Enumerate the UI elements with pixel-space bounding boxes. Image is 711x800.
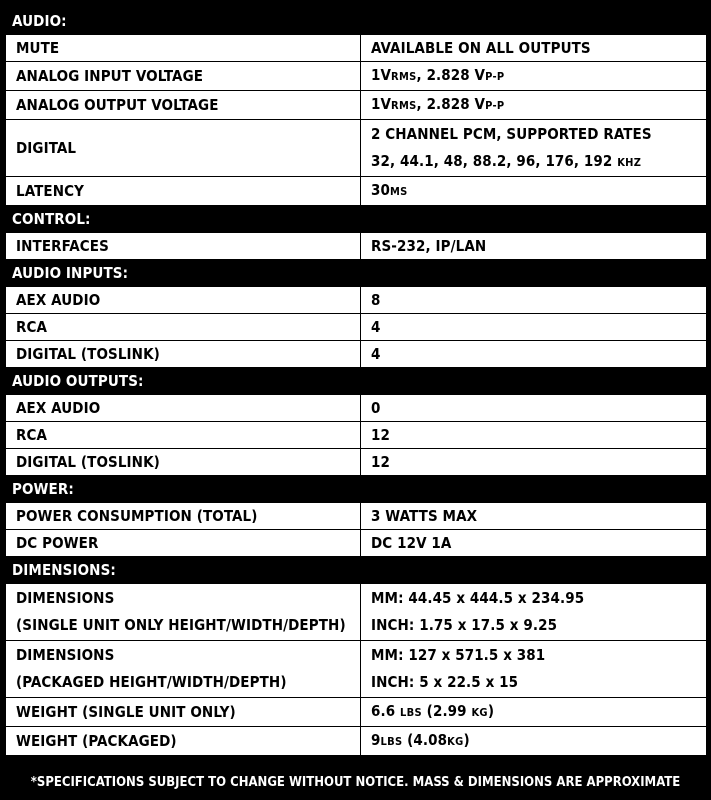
- section-title: AUDIO:: [6, 8, 361, 35]
- label-line: DIMENSIONS: [16, 589, 115, 607]
- value-unit: RMS: [391, 99, 417, 112]
- value-number: 1V: [371, 66, 392, 84]
- spec-value: 12: [361, 449, 707, 476]
- value-unit: KHZ: [617, 155, 642, 169]
- value-unit: KG: [447, 735, 464, 748]
- spec-row-dc-power: [6, 530, 707, 557]
- value-number: 9: [371, 731, 381, 749]
- value-unit: KG: [471, 706, 488, 719]
- spec-row-mute: [6, 35, 707, 62]
- footnote-disclaimer: *SPECIFICATIONS SUBJECT TO CHANGE WITHOUT NOTICE. MASS & DIMENSIONS ARE APPROXIMATE: [30, 775, 681, 790]
- spec-table: [5, 7, 707, 756]
- value-separator: (4.08: [402, 731, 448, 749]
- spec-row-dimensions-packaged: [6, 641, 707, 698]
- value-line: INCH: 1.75 x 17.5 x 9.25: [371, 616, 558, 634]
- spec-value: 12: [361, 422, 707, 449]
- spec-value: DC 12V 1A: [361, 530, 707, 557]
- section-blank: [361, 206, 707, 233]
- spec-value: 4: [361, 314, 707, 341]
- spec-row-input-rca: [6, 314, 707, 341]
- value-line: INCH: 5 x 22.5 x 15: [371, 673, 519, 691]
- spec-label: RCA: [6, 422, 361, 449]
- spec-value: [361, 177, 707, 206]
- spec-value: [361, 641, 707, 698]
- label-line: (PACKAGED HEIGHT/WIDTH/DEPTH): [16, 673, 287, 691]
- section-header-power: [6, 476, 707, 503]
- spec-row-output-rca: [6, 422, 707, 449]
- section-title: DIMENSIONS:: [6, 557, 361, 584]
- spec-value: [361, 120, 707, 177]
- spec-label: DIGITAL (TOSLINK): [6, 341, 361, 368]
- value-unit: LBS: [380, 735, 403, 748]
- value-separator: ): [463, 731, 470, 749]
- spec-value: 3 WATTS MAX: [361, 503, 707, 530]
- value-unit: P-P: [485, 99, 505, 112]
- spec-row-interfaces: [6, 233, 707, 260]
- spec-label: POWER CONSUMPTION (TOTAL): [6, 503, 361, 530]
- section-title: CONTROL:: [6, 206, 361, 233]
- spec-label: WEIGHT (SINGLE UNIT ONLY): [6, 698, 361, 727]
- value-line: 2 CHANNEL PCM, SUPPORTED RATES: [371, 124, 652, 143]
- section-header-audio-inputs: [6, 260, 707, 287]
- value-separator: , 2.828 V: [416, 95, 486, 113]
- section-title: AUDIO OUTPUTS:: [6, 368, 361, 395]
- spec-row-input-aex-audio: [6, 287, 707, 314]
- spec-label: LATENCY: [6, 177, 361, 206]
- section-blank: [361, 260, 707, 287]
- spec-label: ANALOG INPUT VOLTAGE: [6, 62, 361, 91]
- spec-value: RS-232, IP/LAN: [361, 233, 707, 260]
- spec-label: WEIGHT (PACKAGED): [6, 727, 361, 756]
- section-blank: [361, 476, 707, 503]
- spec-label: MUTE: [6, 35, 361, 62]
- value-line: MM: 44.45 x 444.5 x 234.95: [371, 589, 585, 607]
- spec-row-weight-single: [6, 698, 707, 727]
- spec-row-digital: [6, 120, 707, 177]
- spec-value: [361, 62, 707, 91]
- spec-value: [361, 727, 707, 756]
- spec-label: DIGITAL: [6, 120, 361, 177]
- value-separator: (2.99: [421, 702, 472, 720]
- section-header-control: [6, 206, 707, 233]
- value-line: MM: 127 x 571.5 x 381: [371, 646, 546, 664]
- spec-label: INTERFACES: [6, 233, 361, 260]
- section-blank: [361, 557, 707, 584]
- spec-value: 0: [361, 395, 707, 422]
- spec-label: AEX AUDIO: [6, 287, 361, 314]
- spec-label: DC POWER: [6, 530, 361, 557]
- section-header-dimensions: [6, 557, 707, 584]
- spec-value: [361, 584, 707, 641]
- label-line: (SINGLE UNIT ONLY HEIGHT/WIDTH/DEPTH): [16, 616, 346, 634]
- spec-row-weight-packaged: [6, 727, 707, 756]
- spec-row-input-digital: [6, 341, 707, 368]
- spec-label: DIGITAL (TOSLINK): [6, 449, 361, 476]
- spec-row-output-digital: [6, 449, 707, 476]
- spec-value: AVAILABLE ON ALL OUTPUTS: [361, 35, 707, 62]
- value-unit: RMS: [391, 70, 417, 83]
- spec-label: RCA: [6, 314, 361, 341]
- section-header-audio: [6, 8, 707, 35]
- spec-row-dimensions-single: [6, 584, 707, 641]
- value-line: 32, 44.1, 48, 88.2, 96, 176, 192: [371, 151, 618, 170]
- label-line: DIMENSIONS: [16, 646, 115, 664]
- value-unit: MS: [389, 185, 408, 198]
- section-title: AUDIO INPUTS:: [6, 260, 361, 287]
- spec-label: [6, 641, 361, 698]
- spec-value: 4: [361, 341, 707, 368]
- value-number: 1V: [371, 95, 392, 113]
- spec-value: [361, 91, 707, 120]
- value-unit: P-P: [485, 70, 505, 83]
- spec-row-latency: [6, 177, 707, 206]
- value-separator: ): [487, 702, 495, 720]
- section-header-audio-outputs: [6, 368, 707, 395]
- value-separator: , 2.828 V: [416, 66, 486, 84]
- spec-value: 8: [361, 287, 707, 314]
- spec-row-output-aex-audio: [6, 395, 707, 422]
- section-blank: [361, 8, 707, 35]
- section-title: POWER:: [6, 476, 361, 503]
- spec-label: [6, 584, 361, 641]
- spec-value: [361, 698, 707, 727]
- spec-label: AEX AUDIO: [6, 395, 361, 422]
- spec-row-power-consumption: [6, 503, 707, 530]
- value-unit: LBS: [400, 706, 422, 719]
- value-number: 6.6: [371, 702, 401, 720]
- spec-label: ANALOG OUTPUT VOLTAGE: [6, 91, 361, 120]
- spec-row-analog-input-voltage: [6, 62, 707, 91]
- spec-row-analog-output-voltage: [6, 91, 707, 120]
- value-number: 30: [371, 181, 390, 199]
- section-blank: [361, 368, 707, 395]
